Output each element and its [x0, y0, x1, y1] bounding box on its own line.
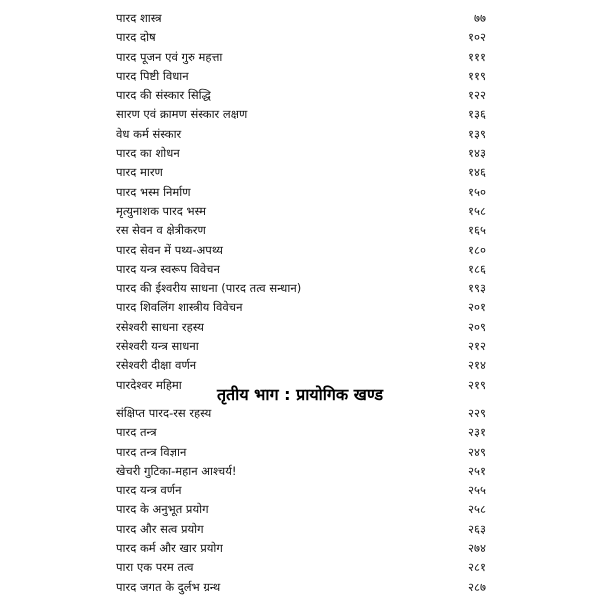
toc-entry-page-number: २२९ — [468, 406, 486, 420]
toc-entry-title: पारद पिष्टी विधान — [116, 68, 189, 83]
toc-entry-page-number: १११ — [468, 49, 486, 64]
toc-entry — [116, 67, 486, 86]
toc-entry-title: संक्षिप्त पारद-रस रहस्य — [116, 406, 212, 420]
toc-entry-title: पारद की ईश्वरीय साधना (पारद तत्व सन्धान) — [116, 281, 302, 296]
toc-entry-title: वेध कर्म संस्कार — [116, 126, 182, 141]
toc-entry-page-number: १३९ — [468, 126, 486, 141]
toc-entry — [116, 500, 486, 519]
toc-list-part-two — [116, 9, 486, 395]
toc-entry-page-number: २१९ — [468, 377, 486, 392]
toc-entry-title: पारद तन्त्र विज्ञान — [116, 444, 187, 459]
toc-entry-title: पारद यन्त्र वर्णन — [116, 483, 182, 498]
toc-entry-page-number: २४९ — [468, 444, 486, 459]
toc-entry-page-number: २५८ — [468, 502, 486, 517]
toc-entry-page-number: २३१ — [468, 425, 486, 440]
section-heading: तृतीय भाग : प्रायोगिक खण्ड — [216, 385, 384, 404]
toc-entry-title: रसेश्वरी यन्त्र साधना — [116, 339, 199, 354]
toc-entry-title: पारद दोष — [116, 30, 156, 45]
toc-entry — [116, 318, 486, 337]
toc-entry-page-number: २६३ — [468, 521, 486, 536]
toc-entry-title: पारद सेवन में पथ्य-अपथ्य — [116, 242, 223, 257]
toc-entry-title: पारद तन्त्र — [116, 425, 157, 440]
toc-entry-title: रसेश्वरी साधना रहस्य — [116, 319, 204, 334]
toc-entry-page-number: १४३ — [468, 146, 486, 161]
toc-entry-title: रसेश्वरी दीक्षा वर्णन — [116, 358, 197, 373]
toc-entry-title: मृत्युनाशक पारद भस्म — [116, 203, 206, 218]
toc-entry-title: पारदेश्वर महिमा — [116, 377, 182, 392]
toc-entry-title: पारद कर्म और खार प्रयोग — [116, 541, 223, 556]
toc-entry — [116, 183, 486, 202]
toc-entry — [116, 337, 486, 356]
toc-entry-title: पारद भस्म निर्माण — [116, 184, 191, 199]
toc-entry-title: पारद और सत्व प्रयोग — [116, 521, 204, 536]
toc-entry — [116, 520, 486, 539]
toc-entry-page-number: २५१ — [468, 463, 486, 478]
toc-entry-title: पारद जगत के दुर्लभ ग्रन्थ — [116, 579, 221, 594]
toc-entry-title: पारद मारण — [116, 165, 163, 180]
toc-entry-title: पारद की संस्कार सिद्धि — [116, 88, 211, 103]
toc-entry-title: सारण एवं क्रामण संस्कार लक्षण — [116, 107, 248, 122]
toc-list-part-three — [116, 404, 486, 597]
toc-entry — [116, 260, 486, 279]
toc-entry — [116, 86, 486, 105]
toc-entry — [116, 279, 486, 298]
toc-entry — [116, 481, 486, 500]
toc-entry-page-number: १३६ — [468, 107, 486, 122]
toc-entry — [116, 578, 486, 597]
toc-entry-title: पारद शास्त्र — [116, 11, 162, 25]
toc-entry — [116, 105, 486, 124]
toc-entry-page-number: १९३ — [468, 281, 486, 296]
toc-entry — [116, 202, 486, 221]
toc-entry-page-number: १४६ — [468, 165, 486, 180]
toc-entry — [116, 144, 486, 163]
toc-entry-title: पारद शिवलिंग शास्त्रीय विवेचन — [116, 300, 243, 315]
toc-entry-title: पारा एक परम तत्व — [116, 560, 194, 575]
toc-entry-page-number: ११९ — [468, 68, 486, 83]
toc-entry-page-number: २७४ — [468, 541, 486, 556]
toc-entry — [116, 48, 486, 67]
toc-entry-page-number: १०२ — [468, 30, 486, 45]
toc-entry — [116, 462, 486, 481]
toc-entry — [116, 404, 486, 423]
toc-entry — [116, 28, 486, 47]
toc-entry-page-number: २०९ — [468, 319, 486, 334]
toc-entry — [116, 9, 486, 28]
toc-entry-title: पारद के अनुभूत प्रयोग — [116, 502, 209, 517]
toc-entry-page-number: १८० — [468, 242, 486, 257]
toc-entry — [116, 298, 486, 317]
toc-entry-title: पारद पूजन एवं गुरु महत्ता — [116, 49, 223, 64]
toc-entry — [116, 221, 486, 240]
toc-entry-page-number: २०१ — [468, 300, 486, 315]
toc-entry-page-number: २१२ — [468, 339, 486, 354]
toc-entry-title: रस सेवन व क्षेत्रीकरण — [116, 223, 206, 238]
toc-entry-page-number: २८१ — [468, 560, 486, 575]
toc-entry-page-number: १८६ — [468, 261, 486, 276]
toc-entry — [116, 539, 486, 558]
toc-entry — [116, 423, 486, 442]
toc-entry-title: पारद का शोधन — [116, 146, 180, 161]
toc-entry — [116, 125, 486, 144]
toc-entry-title: खेचरी गुटिका-महान आश्चर्य! — [116, 463, 237, 478]
toc-entry-page-number: १६५ — [468, 223, 486, 238]
toc-entry-page-number: २१४ — [468, 358, 486, 373]
toc-entry — [116, 241, 486, 260]
toc-entry-page-number: १२२ — [468, 88, 486, 103]
toc-entry — [116, 558, 486, 577]
toc-entry — [116, 356, 486, 375]
toc-entry-page-number: २५५ — [468, 483, 486, 498]
toc-entry — [116, 163, 486, 182]
toc-entry-page-number: २८७ — [468, 579, 486, 594]
toc-entry-page-number: १५० — [468, 184, 486, 199]
toc-entry-title: पारद यन्त्र स्वरूप विवेचन — [116, 261, 220, 276]
toc-entry — [116, 443, 486, 462]
toc-entry-page-number: ७७ — [474, 11, 486, 25]
toc-entry-page-number: १५८ — [468, 203, 486, 218]
